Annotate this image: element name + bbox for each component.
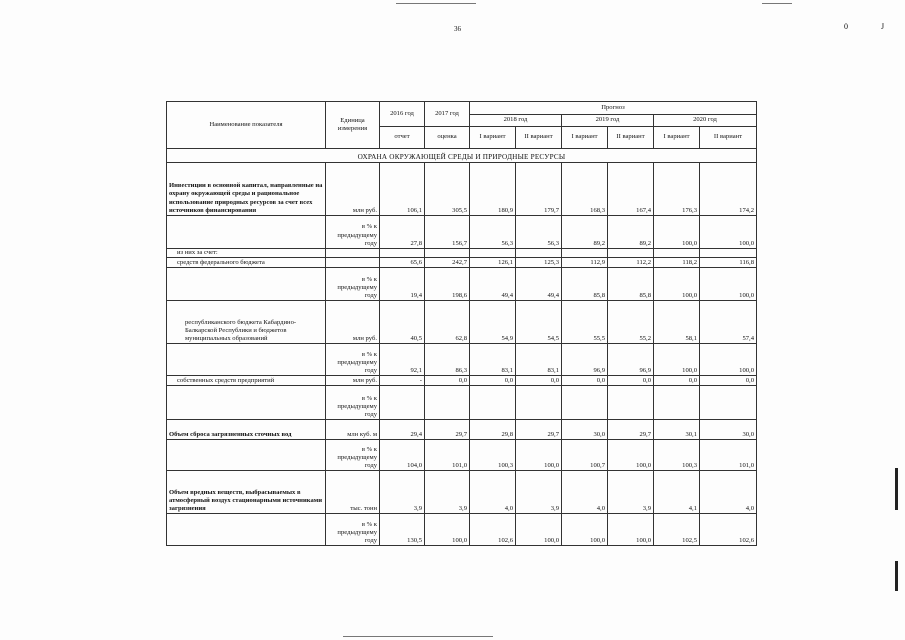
cell-value: 0,0 [654, 376, 700, 386]
cell-value: 102,6 [700, 514, 757, 546]
cell-value: 156,7 [425, 216, 470, 249]
header-year-2020: 2020 год [654, 115, 757, 127]
cell-value: 112,2 [608, 258, 654, 268]
cell-value: 198,6 [425, 268, 470, 301]
cell-value: 29,7 [425, 420, 470, 440]
header-report: отчет [380, 127, 425, 149]
row-name: Объем вредных веществ, выбрасываемых в атмосферный воздух стационарными источниками загрязнения [167, 471, 326, 514]
cell-value: 83,1 [516, 344, 562, 376]
cell-value: 100,0 [654, 216, 700, 249]
cell-value: 101,0 [700, 440, 757, 471]
header-variant-2: II вариант [608, 127, 654, 149]
cell-value: 54,9 [470, 301, 516, 344]
cell-value: 55,2 [608, 301, 654, 344]
cell-value [562, 386, 608, 420]
row-name [167, 386, 326, 420]
cell-value: 49,4 [470, 268, 516, 301]
corner-mark-b: J [881, 22, 885, 31]
cell-value: 100,0 [516, 440, 562, 471]
cell-value: 100,0 [700, 268, 757, 301]
cell-value: 3,9 [425, 471, 470, 514]
header-variant-1: I вариант [654, 127, 700, 149]
cell-value: 56,3 [470, 216, 516, 249]
cell-value: 0,0 [425, 376, 470, 386]
cell-value: 3,9 [608, 471, 654, 514]
cell-value: 4,0 [700, 471, 757, 514]
row-unit [326, 249, 380, 258]
header-forecast: Прогноз [470, 102, 757, 115]
cell-value: 30,0 [562, 420, 608, 440]
cell-value: 0,0 [700, 376, 757, 386]
row-name [167, 344, 326, 376]
scan-line-top-right [762, 3, 792, 4]
cell-value: 101,0 [425, 440, 470, 471]
scan-edge-mark [895, 561, 898, 591]
row-unit: млн куб. м [326, 420, 380, 440]
cell-value [470, 386, 516, 420]
cell-value: 116,8 [700, 258, 757, 268]
cell-value: 86,3 [425, 344, 470, 376]
header-year-2019: 2019 год [562, 115, 654, 127]
cell-value: 102,6 [470, 514, 516, 546]
cell-value: 100,3 [654, 440, 700, 471]
row-unit: млн руб. [326, 301, 380, 344]
cell-value: 3,9 [516, 471, 562, 514]
row-unit: в % к предыдущему году [326, 268, 380, 301]
cell-value: 126,1 [470, 258, 516, 268]
cell-value: 3,9 [380, 471, 425, 514]
cell-value [516, 249, 562, 258]
cell-value [700, 249, 757, 258]
row-unit: млн руб. [326, 163, 380, 216]
header-year-2017: 2017 год [425, 102, 470, 127]
cell-value: 167,4 [608, 163, 654, 216]
cell-value [380, 249, 425, 258]
cell-value [516, 386, 562, 420]
row-name: средств федерального бюджета [167, 258, 326, 268]
cell-value: 102,5 [654, 514, 700, 546]
cell-value: 92,1 [380, 344, 425, 376]
row-name [167, 216, 326, 249]
cell-value: 56,3 [516, 216, 562, 249]
row-name [167, 268, 326, 301]
row-name: собственных средств предприятий [167, 376, 326, 386]
cell-value: 62,8 [425, 301, 470, 344]
cell-value [608, 249, 654, 258]
cell-value: 242,7 [425, 258, 470, 268]
cell-value: 174,2 [700, 163, 757, 216]
cell-value: 100,0 [425, 514, 470, 546]
row-name: республиканского бюджета Кабардино-Балкарской Республики и бюджетов муниципальных образований [167, 301, 326, 344]
cell-value: 176,3 [654, 163, 700, 216]
cell-value: 100,0 [654, 344, 700, 376]
cell-value: 96,9 [562, 344, 608, 376]
header-variant-2: II вариант [700, 127, 757, 149]
header-year-2016: 2016 год [380, 102, 425, 127]
cell-value: 100,0 [516, 514, 562, 546]
cell-value: 0,0 [562, 376, 608, 386]
header-indicator-name: Наименование показателя [167, 102, 326, 149]
row-unit: в % к предыдущему году [326, 386, 380, 420]
header-estimate: оценка [425, 127, 470, 149]
cell-value: 49,4 [516, 268, 562, 301]
cell-value: 0,0 [470, 376, 516, 386]
scan-line-bottom [343, 636, 493, 637]
cell-value [654, 249, 700, 258]
cell-value: 58,1 [654, 301, 700, 344]
cell-value: 100,0 [654, 268, 700, 301]
header-variant-1: I вариант [562, 127, 608, 149]
cell-value: 83,1 [470, 344, 516, 376]
cell-value: 100,0 [608, 440, 654, 471]
cell-value: 100,0 [562, 514, 608, 546]
corner-mark-a: 0 [844, 22, 848, 31]
cell-value: 85,8 [608, 268, 654, 301]
cell-value: 85,8 [562, 268, 608, 301]
row-unit: в % к предыдущему году [326, 344, 380, 376]
cell-value: 89,2 [608, 216, 654, 249]
cell-value: 100,3 [470, 440, 516, 471]
cell-value: 112,9 [562, 258, 608, 268]
cell-value: 55,5 [562, 301, 608, 344]
cell-value: 168,3 [562, 163, 608, 216]
cell-value: 130,5 [380, 514, 425, 546]
cell-value: 180,9 [470, 163, 516, 216]
cell-value [654, 386, 700, 420]
row-unit: в % к предыдущему году [326, 216, 380, 249]
page-number: 36 [454, 25, 461, 33]
cell-value: 29,4 [380, 420, 425, 440]
header-variant-2: II вариант [516, 127, 562, 149]
cell-value: 100,0 [700, 216, 757, 249]
cell-value: 40,5 [380, 301, 425, 344]
cell-value: 54,5 [516, 301, 562, 344]
cell-value: 305,5 [425, 163, 470, 216]
cell-value: 29,8 [470, 420, 516, 440]
row-name [167, 440, 326, 471]
cell-value [700, 386, 757, 420]
cell-value: 100,7 [562, 440, 608, 471]
row-name: Инвестиции в основной капитал, направленные на охрану окружающей среды и рациональное использование природных ресурсов за счет всех источников финансирования [167, 163, 326, 216]
header-variant-1: I вариант [470, 127, 516, 149]
cell-value: 125,3 [516, 258, 562, 268]
row-unit [326, 258, 380, 268]
cell-value: 0,0 [608, 376, 654, 386]
cell-value: 104,0 [380, 440, 425, 471]
row-name: из них за счет: [167, 249, 326, 258]
cell-value: 29,7 [516, 420, 562, 440]
row-name [167, 514, 326, 546]
cell-value: 179,7 [516, 163, 562, 216]
cell-value: 27,8 [380, 216, 425, 249]
row-unit: тыс. тонн [326, 471, 380, 514]
cell-value: 100,0 [700, 344, 757, 376]
row-unit: млн руб. [326, 376, 380, 386]
cell-value: 57,4 [700, 301, 757, 344]
cell-value: 0,0 [516, 376, 562, 386]
cell-value: 4,0 [470, 471, 516, 514]
row-unit: в % к предыдущему году [326, 440, 380, 471]
cell-value [562, 249, 608, 258]
row-unit: в % к предыдущему году [326, 514, 380, 546]
cell-value [425, 386, 470, 420]
section-title: ОХРАНА ОКРУЖАЮЩЕЙ СРЕДЫ И ПРИРОДНЫЕ РЕСУРСЫ [167, 149, 757, 163]
cell-value: 30,1 [654, 420, 700, 440]
cell-value: 106,1 [380, 163, 425, 216]
cell-value: 4,0 [562, 471, 608, 514]
indicator-table [166, 101, 757, 546]
cell-value [425, 249, 470, 258]
cell-value: 89,2 [562, 216, 608, 249]
cell-value: 100,0 [608, 514, 654, 546]
cell-value [470, 249, 516, 258]
cell-value: 65,6 [380, 258, 425, 268]
row-name: Объем сброса загрязненных сточных вод [167, 420, 326, 440]
cell-value: 30,0 [700, 420, 757, 440]
header-year-2018: 2018 год [470, 115, 562, 127]
scan-edge-mark [895, 468, 898, 510]
cell-value: 118,2 [654, 258, 700, 268]
cell-value: 29,7 [608, 420, 654, 440]
scan-line-top [396, 3, 476, 4]
cell-value: 4,1 [654, 471, 700, 514]
cell-value: 19,4 [380, 268, 425, 301]
cell-value: - [380, 376, 425, 386]
cell-value [608, 386, 654, 420]
header-unit: Единица измерения [326, 102, 380, 149]
cell-value: 96,9 [608, 344, 654, 376]
cell-value [380, 386, 425, 420]
